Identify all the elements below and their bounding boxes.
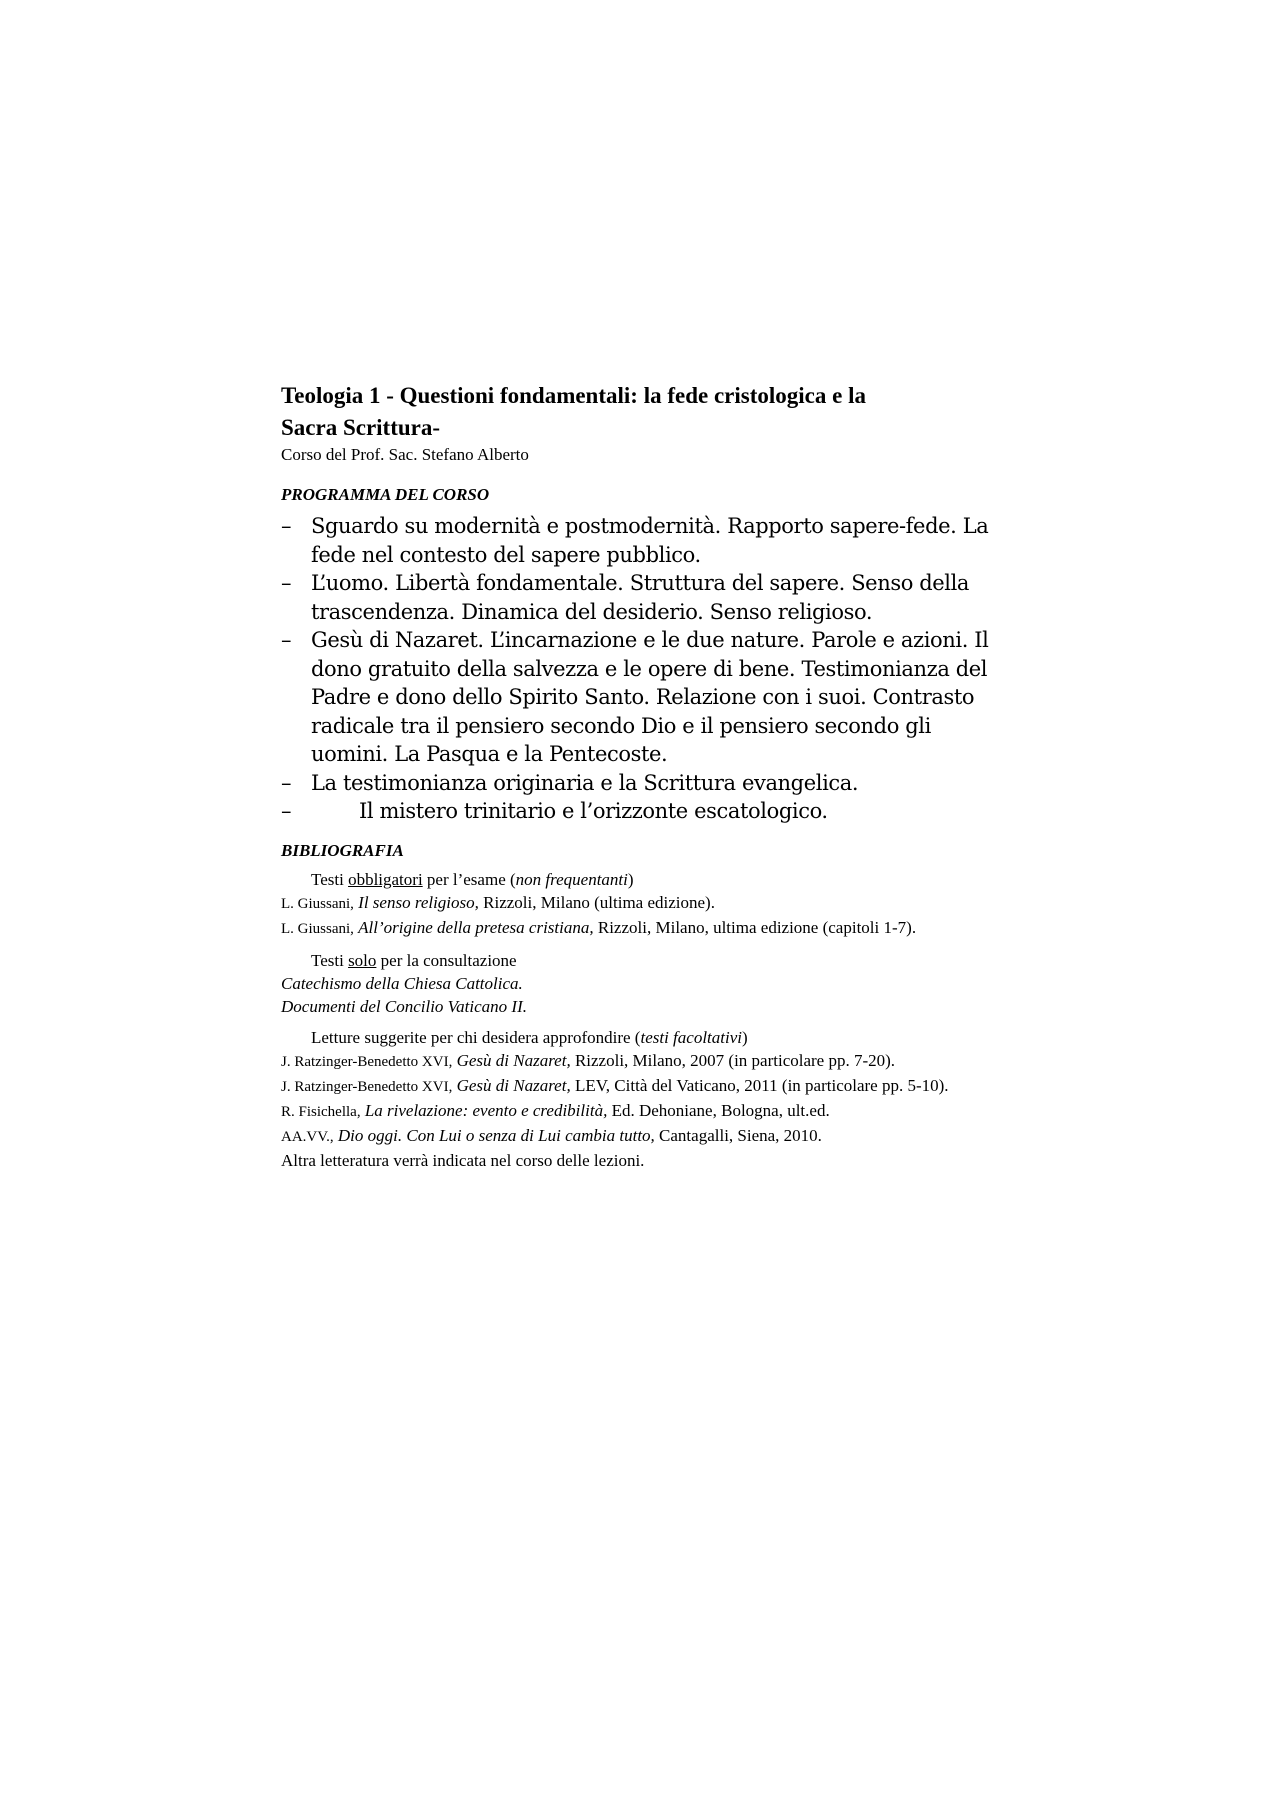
bibliography-entry [281, 916, 1011, 941]
dash-marker: – [281, 571, 292, 595]
entry-details: Rizzoli, Milano, ultima edizione (capitoli 1-7). [597, 917, 917, 937]
entry-author: AA.VV., [281, 1128, 334, 1145]
programma-line: Sguardo su modernità e postmodernità. Rapporto sapere-fede. La [311, 514, 989, 538]
entry-details: Rizzoli, Milano, 2007 (in particolare pp. 7-20). [574, 1050, 896, 1070]
obbligatori-underlined: obbligatori [348, 869, 423, 889]
obbligatori-post: ) [627, 869, 634, 889]
bibliografia-heading: BIBLIOGRAFIA [281, 840, 404, 860]
entry-details: Ed. Dehoniane, Bologna, ult.ed. [611, 1100, 830, 1120]
course-title-line1: Teologia 1 - Questioni fondamentali: la fede cristologica e la [281, 383, 866, 408]
entry-title: Dio oggi. Con Lui o senza di Lui cambia tutto, [337, 1125, 655, 1145]
entry-author: J. Ratzinger-Benedetto XVI, [281, 1078, 453, 1095]
programma-line: L’uomo. Libertà fondamentale. Struttura del sapere. Senso della [311, 571, 970, 595]
programma-line: uomini. La Pasqua e la Pentecoste. [311, 742, 668, 766]
closing-note: Altra letteratura verrà indicata nel corso delle lezioni. [281, 1150, 645, 1170]
programma-item [281, 569, 1011, 626]
consultazione-text: Catechismo della Chiesa Cattolica. [281, 973, 523, 993]
programma-heading: PROGRAMMA DEL CORSO [281, 485, 490, 504]
programma-line: Gesù di Nazaret. L’incarnazione e le due nature. Parole e azioni. Il [311, 628, 989, 652]
course-teacher: Corso del Prof. Sac. Stefano Alberto [281, 445, 529, 464]
programma-line: fede nel contesto del sapere pubblico. [311, 542, 701, 567]
consultazione-pre: Testi [311, 950, 349, 970]
letture-italic: testi facoltativi [640, 1027, 742, 1047]
bibliography-entry [281, 1099, 1011, 1124]
course-title-line2: Sacra Scrittura- [281, 415, 441, 440]
bibliography-entry [281, 1124, 1011, 1149]
programma-line: radicale tra il pensiero secondo Dio e il pensiero secondo gli [311, 713, 931, 738]
consultazione-text: Documenti del Concilio Vaticano II. [281, 996, 527, 1016]
document-page [281, 380, 1011, 1172]
entry-details: Cantagalli, Siena, 2010. [659, 1125, 822, 1145]
programma-item [281, 512, 1011, 569]
entry-author: R. Fisichella, [281, 1103, 361, 1120]
programma-line: La testimonianza originaria e la Scrittura evangelica. [311, 770, 859, 795]
dash-marker: – [281, 514, 292, 538]
programma-line: trascendenza. Dinamica del desiderio. Senso religioso. [311, 599, 873, 624]
dash-marker: – [281, 628, 292, 652]
programma-item [281, 626, 1011, 769]
consultazione-post: per la consultazione [376, 950, 517, 970]
programma-line: Il mistero trinitario e l’orizzonte escatologico. [359, 799, 828, 823]
obbligatori-heading [281, 868, 1011, 891]
programma-item [281, 769, 1011, 798]
bibliography-entry [281, 1074, 1011, 1099]
obbligatori-mid: per l’esame ( [422, 869, 516, 889]
entry-details: LEV, Città del Vaticano, 2011 (in particolare pp. 5-10). [574, 1075, 949, 1095]
bibliografia-section [281, 868, 1011, 1172]
entry-author: L. Giussani, [281, 895, 354, 912]
consultazione-heading [281, 949, 1011, 972]
entry-author: L. Giussani, [281, 920, 354, 937]
course-title [281, 380, 1011, 444]
consultazione-underlined: solo [348, 950, 377, 970]
programma-line: Padre e dono dello Spirito Santo. Relazione con i suoi. Contrasto [311, 685, 975, 709]
bibliography-entry [281, 891, 1011, 916]
bibliography-entry [281, 1049, 1011, 1074]
entry-title: Gesù di Nazaret, [456, 1075, 571, 1095]
programma-item [281, 797, 1011, 826]
letture-post: ) [741, 1027, 748, 1047]
obbligatori-italic: non frequentanti [515, 869, 628, 889]
entry-author: J. Ratzinger-Benedetto XVI, [281, 1053, 453, 1070]
entry-title: La rivelazione: evento e credibilità, [364, 1100, 608, 1120]
entry-details: Rizzoli, Milano (ultima edizione). [483, 892, 715, 912]
dash-marker: – [281, 799, 292, 823]
letture-heading [281, 1026, 1011, 1049]
programma-list [281, 512, 1011, 826]
entry-title: Il senso religioso, [358, 892, 479, 912]
entry-title: All’origine della pretesa cristiana, [358, 917, 594, 937]
dash-marker: – [281, 770, 292, 795]
letture-pre: Letture suggerite per chi desidera approfondire ( [311, 1027, 641, 1047]
entry-title: Gesù di Nazaret, [456, 1050, 571, 1070]
programma-line: dono gratuito della salvezza e le opere di bene. Testimonianza del [311, 656, 988, 681]
obbligatori-pre: Testi [311, 869, 349, 889]
